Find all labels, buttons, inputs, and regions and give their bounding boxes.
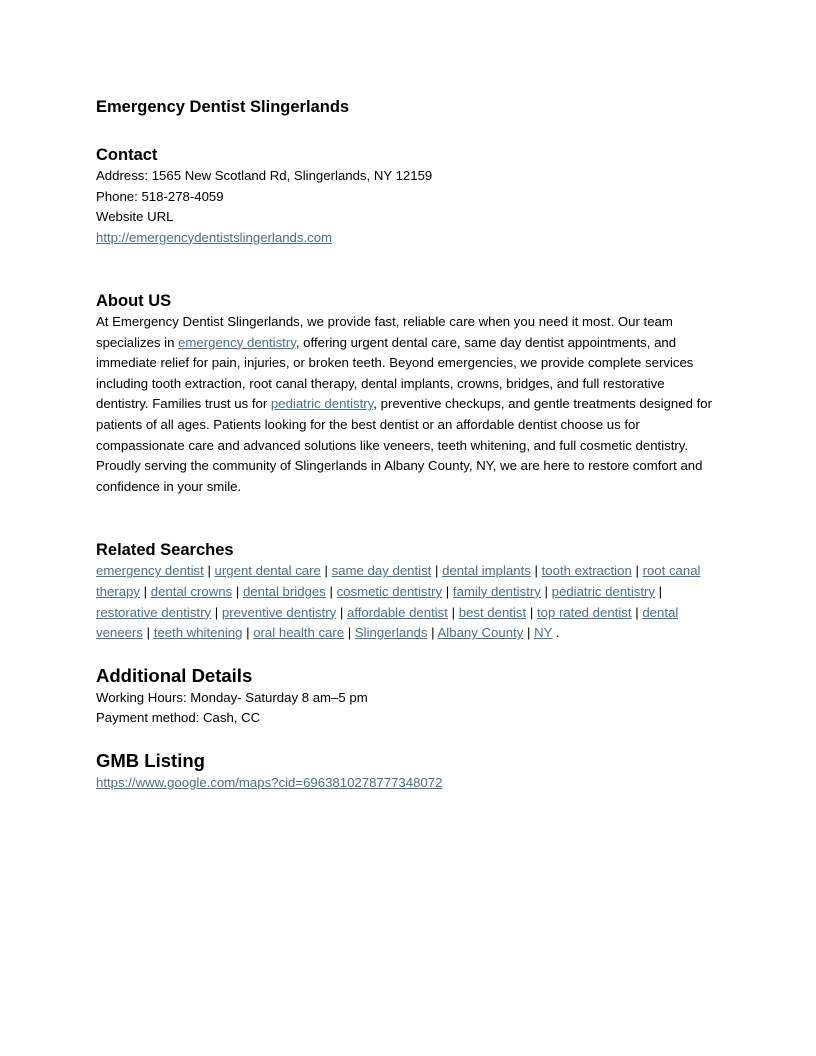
related-search-link[interactable]: top rated dentist xyxy=(536,604,632,620)
related-search-link[interactable]: urgent dental care xyxy=(214,563,321,579)
link-separator: | xyxy=(526,625,531,641)
link-separator: | xyxy=(544,583,548,599)
related-search-link[interactable]: best dentist xyxy=(458,604,527,620)
link-separator: | xyxy=(324,563,328,579)
related-search-link[interactable]: Slingerlands xyxy=(354,625,428,641)
contact-phone: Phone: 518-278-4059 xyxy=(96,188,224,204)
related-search-link[interactable]: Albany County xyxy=(437,625,524,641)
link-separator: | xyxy=(529,604,534,620)
pediatric-dentistry-link[interactable]: pediatric dentistry xyxy=(270,396,374,412)
related-search-link[interactable]: affordable dentist xyxy=(347,604,448,620)
link-separator: | xyxy=(347,625,352,641)
website-label: Website URL xyxy=(96,209,174,224)
link-separator: | xyxy=(339,604,344,620)
gmb-link-line xyxy=(96,773,720,794)
working-hours: Working Hours: Monday- Saturday 8 am–5 pm xyxy=(96,689,368,705)
related-search-link[interactable]: tooth extraction xyxy=(541,563,632,579)
related-search-link[interactable]: oral health care xyxy=(253,625,345,641)
related-search-link[interactable]: NY xyxy=(534,625,553,641)
page-title: Emergency Dentist Slingerlands xyxy=(96,98,350,116)
document-page xyxy=(96,96,720,793)
related-search-link[interactable]: dental crowns xyxy=(150,583,233,599)
link-separator: | xyxy=(445,583,450,599)
link-separator: | xyxy=(658,583,663,599)
link-separator: | xyxy=(431,625,435,641)
about-heading: About US xyxy=(96,292,172,310)
gmb-listing-heading: GMB Listing xyxy=(96,749,205,771)
related-search-link[interactable]: preventive dentistry xyxy=(221,604,337,620)
related-search-link[interactable]: same day dentist xyxy=(331,563,432,579)
payment-method: Payment method: Cash, CC xyxy=(96,710,261,726)
list-end-mark: . xyxy=(555,625,560,641)
additional-details-heading: Additional Details xyxy=(96,664,253,686)
link-separator: | xyxy=(214,604,219,620)
link-separator: | xyxy=(635,604,639,620)
about-paragraph xyxy=(96,312,720,497)
about-text-3: , preventive checkups, and gentle treatments designed for patients of all ages. Patients looking for the best dentist or an affordable dentist choose us for compassionate care and advanced solutions like veneers, teeth whitening, and full cosmetic dentistry. Proudly serving the community of Slingerlands in Albany County, NY, we are here to restore comfort and confidence in your smile. xyxy=(96,396,712,494)
link-separator: | xyxy=(534,563,538,579)
link-separator: | xyxy=(146,625,151,641)
related-searches-heading: Related Searches xyxy=(96,541,234,560)
website-link-line xyxy=(96,228,720,249)
link-separator: | xyxy=(207,563,211,579)
emergency-dentistry-link[interactable]: emergency dentistry xyxy=(178,334,296,350)
link-separator: | xyxy=(329,583,333,599)
related-search-link[interactable]: teeth whitening xyxy=(153,625,243,641)
related-search-link[interactable]: family dentistry xyxy=(452,583,541,599)
link-separator: | xyxy=(451,604,456,620)
related-search-link[interactable]: dental bridges xyxy=(242,583,326,599)
contact-address: Address: 1565 New Scotland Rd, Slingerlands, NY 12159 xyxy=(96,168,433,183)
link-separator: | xyxy=(235,583,240,599)
link-separator: | xyxy=(435,563,439,579)
about-text-2: , offering urgent dental care, same day dentist appointments, and immediate relief for pain, injuries, or broken teeth. Beyond emergencies, we provide complete services including tooth extraction, root canal therapy, dental implants, crowns, bridges, and full restorative dentistry. Families trust us for xyxy=(96,334,694,412)
related-searches-list xyxy=(96,561,720,643)
gmb-listing-link[interactable]: https://www.google.com/maps?cid=6963810278777348072 xyxy=(96,774,443,790)
website-link[interactable]: http://emergencydentistslingerlands.com xyxy=(96,229,333,245)
related-search-link[interactable]: root canal therapy xyxy=(96,563,701,599)
related-search-link[interactable]: emergency dentist xyxy=(96,563,204,579)
related-search-link[interactable]: dental implants xyxy=(442,563,531,579)
related-search-link[interactable]: cosmetic dentistry xyxy=(336,583,443,599)
related-search-link[interactable]: pediatric dentistry xyxy=(551,583,655,599)
link-separator: | xyxy=(246,625,250,641)
link-separator: | xyxy=(143,583,148,599)
contact-heading: Contact xyxy=(96,146,158,164)
about-text-1: At Emergency Dentist Slingerlands, we provide fast, reliable care when you need it most. Our team specializes in xyxy=(96,314,673,350)
related-search-link[interactable]: restorative dentistry xyxy=(96,604,212,620)
link-separator: | xyxy=(635,563,639,579)
related-search-link[interactable]: dental veneers xyxy=(96,604,679,641)
